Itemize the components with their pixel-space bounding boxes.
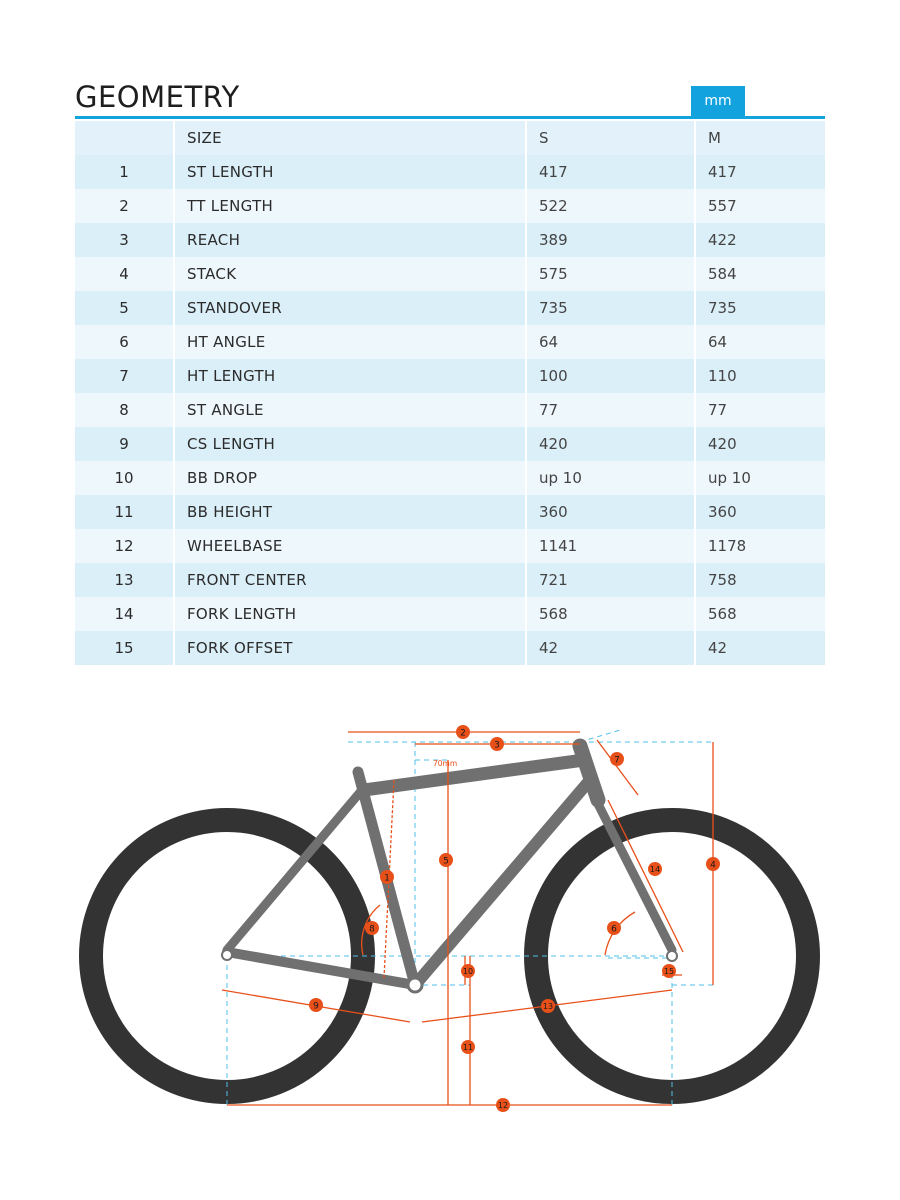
svg-text:10: 10 (462, 967, 474, 976)
marker-11 (461, 1040, 475, 1054)
row-value-m: 1178 (696, 529, 825, 563)
marker-1 (380, 870, 394, 884)
row-value-s: 420 (527, 427, 696, 461)
table-row (75, 461, 825, 495)
row-value-m: 110 (696, 359, 825, 393)
header-rule (75, 116, 825, 119)
row-value-m: 42 (696, 631, 825, 665)
table-row (75, 257, 825, 291)
table-header-row (75, 121, 825, 155)
marker-13 (541, 999, 555, 1013)
marker-7 (610, 752, 624, 766)
row-value-m: 557 (696, 189, 825, 223)
marker-12 (496, 1098, 510, 1112)
row-name: FRONT CENTER (175, 563, 527, 597)
rear-dropout (222, 950, 232, 960)
row-name: BB DROP (175, 461, 527, 495)
row-value-s: 64 (527, 325, 696, 359)
svg-text:15: 15 (663, 967, 675, 976)
row-name: FORK OFFSET (175, 631, 527, 665)
row-name: TT LENGTH (175, 189, 527, 223)
front-dropout (667, 951, 677, 961)
table-row (75, 597, 825, 631)
table-row (75, 359, 825, 393)
row-number: 14 (75, 597, 175, 631)
marker-5 (439, 853, 453, 867)
row-name: HT ANGLE (175, 325, 527, 359)
table-row (75, 155, 825, 189)
header-cell-s: S (527, 121, 696, 155)
header-cell-number (75, 121, 175, 155)
row-number: 1 (75, 155, 175, 189)
marker-3 (490, 737, 504, 751)
row-number: 3 (75, 223, 175, 257)
top-tube (364, 760, 584, 790)
row-name: REACH (175, 223, 527, 257)
row-value-m: 420 (696, 427, 825, 461)
unit-tab[interactable]: mm (691, 86, 745, 116)
svg-text:2: 2 (460, 728, 466, 739)
row-value-s: 100 (527, 359, 696, 393)
svg-text:9: 9 (313, 1001, 319, 1012)
table-row (75, 631, 825, 665)
table-row (75, 189, 825, 223)
row-value-m: 422 (696, 223, 825, 257)
bottom-bracket (408, 978, 422, 992)
row-name: STACK (175, 257, 527, 291)
row-name: STANDOVER (175, 291, 527, 325)
row-value-m: 64 (696, 325, 825, 359)
row-value-s: 417 (527, 155, 696, 189)
row-name: ST LENGTH (175, 155, 527, 189)
row-value-m: 735 (696, 291, 825, 325)
svg-text:5: 5 (443, 856, 449, 867)
row-value-s: 389 (527, 223, 696, 257)
row-value-m: 758 (696, 563, 825, 597)
row-value-s: 721 (527, 563, 696, 597)
svg-text:3: 3 (494, 740, 500, 751)
row-number: 2 (75, 189, 175, 223)
marker-2 (456, 725, 470, 739)
row-value-s: 522 (527, 189, 696, 223)
chain-stay (227, 952, 415, 985)
svg-text:8: 8 (369, 924, 375, 935)
svg-text:7: 7 (614, 755, 620, 766)
row-value-s: 575 (527, 257, 696, 291)
row-number: 5 (75, 291, 175, 325)
row-value-m: 568 (696, 597, 825, 631)
row-name: WHEELBASE (175, 529, 527, 563)
geometry-table (75, 121, 825, 665)
svg-text:12: 12 (497, 1101, 509, 1110)
row-number: 4 (75, 257, 175, 291)
header-cell-size: SIZE (175, 121, 527, 155)
svg-text:11: 11 (462, 1043, 474, 1052)
row-number: 13 (75, 563, 175, 597)
table-row (75, 427, 825, 461)
row-value-m: 584 (696, 257, 825, 291)
row-value-s: 360 (527, 495, 696, 529)
row-name: FORK LENGTH (175, 597, 527, 631)
header-cell-m: M (696, 121, 825, 155)
row-name: CS LENGTH (175, 427, 527, 461)
row-value-s: 735 (527, 291, 696, 325)
row-name: BB HEIGHT (175, 495, 527, 529)
row-value-s: 1141 (527, 529, 696, 563)
row-value-m: 77 (696, 393, 825, 427)
marker-15 (662, 964, 676, 978)
table-row (75, 325, 825, 359)
row-number: 10 (75, 461, 175, 495)
offset-annotation: 70mm (433, 759, 458, 768)
marker-14 (648, 862, 662, 876)
table-row (75, 223, 825, 257)
row-value-s: 77 (527, 393, 696, 427)
marker-8 (365, 921, 379, 935)
row-number: 9 (75, 427, 175, 461)
row-value-s: up 10 (527, 461, 696, 495)
svg-text:4: 4 (710, 860, 716, 871)
table-row (75, 529, 825, 563)
table-row (75, 495, 825, 529)
svg-text:6: 6 (611, 924, 617, 935)
row-value-m: up 10 (696, 461, 825, 495)
svg-text:1: 1 (384, 873, 390, 884)
bike-geometry-diagram (0, 690, 900, 1160)
row-name: HT LENGTH (175, 359, 527, 393)
row-number: 11 (75, 495, 175, 529)
row-number: 6 (75, 325, 175, 359)
row-number: 15 (75, 631, 175, 665)
row-number: 12 (75, 529, 175, 563)
row-number: 8 (75, 393, 175, 427)
row-value-s: 42 (527, 631, 696, 665)
marker-4 (706, 857, 720, 871)
row-value-m: 417 (696, 155, 825, 189)
marker-9 (309, 998, 323, 1012)
table-row (75, 393, 825, 427)
page-title: GEOMETRY (75, 80, 240, 114)
svg-text:13: 13 (542, 1002, 554, 1011)
row-name: ST ANGLE (175, 393, 527, 427)
row-number: 7 (75, 359, 175, 393)
marker-6 (607, 921, 621, 935)
row-value-m: 360 (696, 495, 825, 529)
table-row (75, 563, 825, 597)
marker-10 (461, 964, 475, 978)
row-value-s: 568 (527, 597, 696, 631)
svg-text:14: 14 (649, 865, 661, 874)
table-row (75, 291, 825, 325)
